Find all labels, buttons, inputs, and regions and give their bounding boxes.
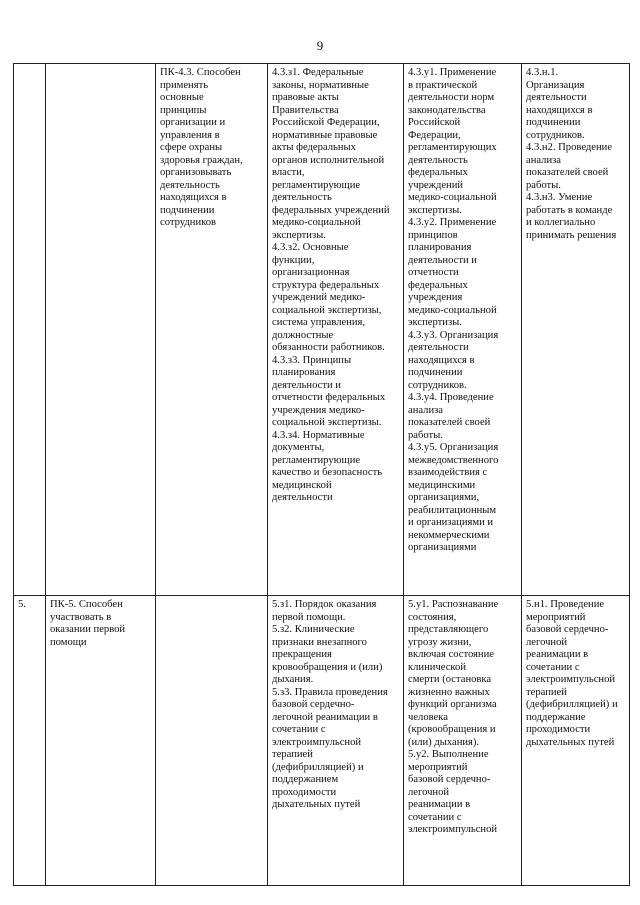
competence-main: ПК-5. Способен участвовать в оказании первой помощи <box>50 599 126 648</box>
knowledge-item: 4.3.з2. Основные функции, организационная структура федеральных учреждений медико- социальной экспертизы, система управления, должностные обязанности работников. <box>272 242 385 353</box>
skill-item: 4.3.у4. Проведение анализа показателей своей работы. <box>408 392 494 441</box>
habit-item: 4.3.н.1. Организация деятельности находящихся в подчинении сотрудников. <box>526 67 593 141</box>
knowledge-cell <box>268 596 404 886</box>
habits-cell <box>522 596 630 886</box>
competence-table <box>13 63 630 886</box>
skills-cell <box>404 596 522 886</box>
page-number: 9 <box>316 38 324 53</box>
competence-main-cell <box>46 64 156 596</box>
knowledge-item: 5.з1. Порядок оказания первой помощи. <box>272 599 377 623</box>
skill-item: 4.3.у1. Применение в практической деятельности норм законодательства Российской Федерации, регламентирующих деятельность федеральных учреждений медико-социальной экспертизы. <box>408 67 497 216</box>
skills-cell <box>404 64 522 596</box>
row-number: 5. <box>18 599 26 610</box>
knowledge-item: 4.3.з4. Нормативные документы, регламентирующие качество и безопасность медицинской деятельности <box>272 429 383 503</box>
skill-item: 4.3.у3. Организация деятельности находящихся в подчинении сотрудников. <box>408 329 499 391</box>
competence-sub: ПК-4.3. Способен применять основные принципы организации и управления в сфере охраны здоровья граждан, организовывать деятельность находящихся в подчинении сотрудников <box>160 67 243 228</box>
row-number-cell <box>14 596 46 886</box>
skill-item: 5.у1. Распознавание состояния, представляющего угрозу жизни, включая состояние клинической смерти (остановка жизненно важных функций организма человека (кровообращения и (или) дыхания). <box>408 599 499 748</box>
habit-item: 5.н1. Проведение мероприятий базовой сердечно- легочной реанимации в сочетании с электроимпульсной терапией (дефибрилляцией) и поддержание проходимости дыхательных путей <box>526 599 618 748</box>
table-row <box>14 64 630 596</box>
knowledge-item: 5.з2. Клинические признаки внезапного прекращения кровообращения и (или) дыхания. <box>272 624 383 685</box>
row-number-cell <box>14 64 46 596</box>
habits-cell <box>522 64 630 596</box>
knowledge-item: 4.3.з1. Федеральные законы, нормативные правовые акты Правительства Российской Федерации, нормативные правовые акты федеральных органов исполнительной власти, регламентирующие деятельность федеральных учреждений медико-социальной экспертизы. <box>272 67 390 241</box>
skill-item: 4.3.у5. Организация межведомственного взаимодействия с медицинскими организациями, реабилитационным и организациями и некоммерческими организациями <box>408 442 499 553</box>
knowledge-cell <box>268 64 404 596</box>
knowledge-item: 5.з3. Правила проведения базовой сердечно- легочной реанимации в сочетании с электроимпульсной терапией (дефибрилляцией) и поддержанием проходимости дыхательных путей <box>272 686 388 810</box>
competence-main-cell <box>46 596 156 886</box>
table-row <box>14 596 630 886</box>
skill-item: 4.3.у2. Применение принципов планирования деятельности и отчетности федеральных учреждения медико-социальной экспертизы. <box>408 217 497 328</box>
habit-item: 4.3.н2. Проведение анализа показателей своей работы. <box>526 142 613 191</box>
competence-sub-cell <box>156 596 268 886</box>
competence-sub-cell <box>156 64 268 596</box>
habit-item: 4.3.н3. Умение работать в команде и коллегиально принимать решения <box>526 192 617 241</box>
skill-item: 5.у2. Выполнение мероприятий базовой сердечно- легочной реанимации в сочетании с электроимпульсной <box>408 749 498 835</box>
knowledge-item: 4.3.з3. Принципы планирования деятельности и отчетности федеральных учреждения медико- социальной экспертизы. <box>272 354 386 428</box>
